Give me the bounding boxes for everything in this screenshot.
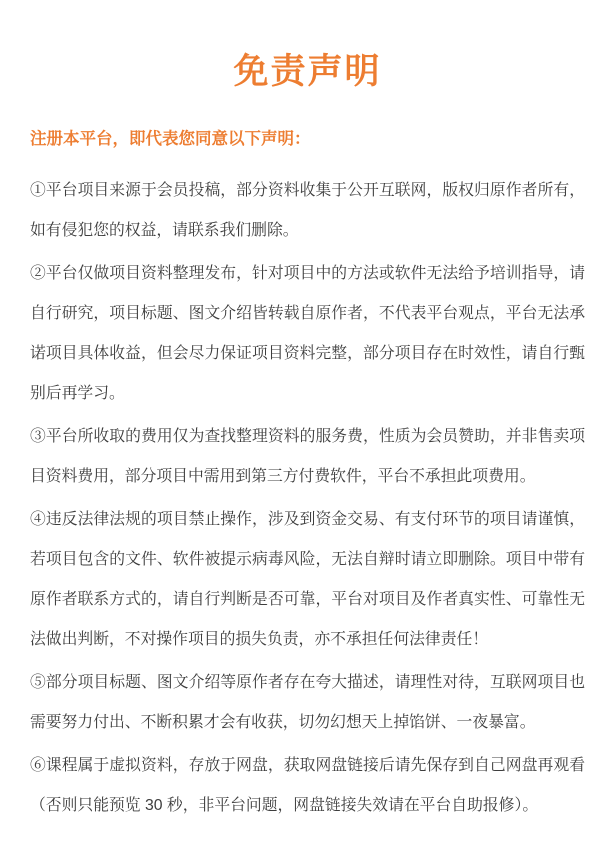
disclaimer-paragraph-5: ⑤部分项目标题、图文介绍等原作者存在夸大描述，请理性对待，互联网项目也需要努力付出、不断积累才会有收获，切勿幻想天上掉馅饼、一夜暴富。 bbox=[30, 674, 585, 731]
page-title: 免责声明 bbox=[233, 52, 382, 91]
disclaimer-body bbox=[30, 171, 585, 826]
declaration-intro: 注册本平台，即代表您同意以下声明： bbox=[30, 130, 311, 148]
disclaimer-paragraph-2: ②平台仅做项目资料整理发布，针对项目中的方法或软件无法给予培训指导，请自行研究，项目标题、图文介绍皆转载自原作者，不代表平台观点，平台无法承诺项目具体收益，但会尽力保证项目资料完整，部分项目存在时效性，请自行甄别后再学习。 bbox=[30, 265, 585, 402]
disclaimer-paragraph-4: ④违反法律法规的项目禁止操作，涉及到资金交易、有支付环节的项目请谨慎，若项目包含的文件、软件被提示病毒风险，无法自辩时请立即删除。项目中带有原作者联系方式的，请自行判断是否可靠，平台对项目及作者真实性、可靠性无法做出判断，不对操作项目的损失负责，亦不承担任何法律责任！ bbox=[30, 511, 585, 648]
disclaimer-paragraph-6: ⑥课程属于虚拟资料，存放于网盘，获取网盘链接后请先保存到自己网盘再观看（否则只能预览 30 秒，非平台问题，网盘链接失效请在平台自助报修）。 bbox=[30, 757, 585, 814]
disclaimer-paragraph-3: ③平台所收取的费用仅为查找整理资料的服务费，性质为会员赞助，并非售卖项目资料费用，部分项目中需用到第三方付费软件，平台不承担此项费用。 bbox=[30, 428, 585, 485]
disclaimer-paragraph-1: ①平台项目来源于会员投稿，部分资料收集于公开互联网，版权归原作者所有，如有侵犯您的权益，请联系我们删除。 bbox=[30, 182, 585, 239]
